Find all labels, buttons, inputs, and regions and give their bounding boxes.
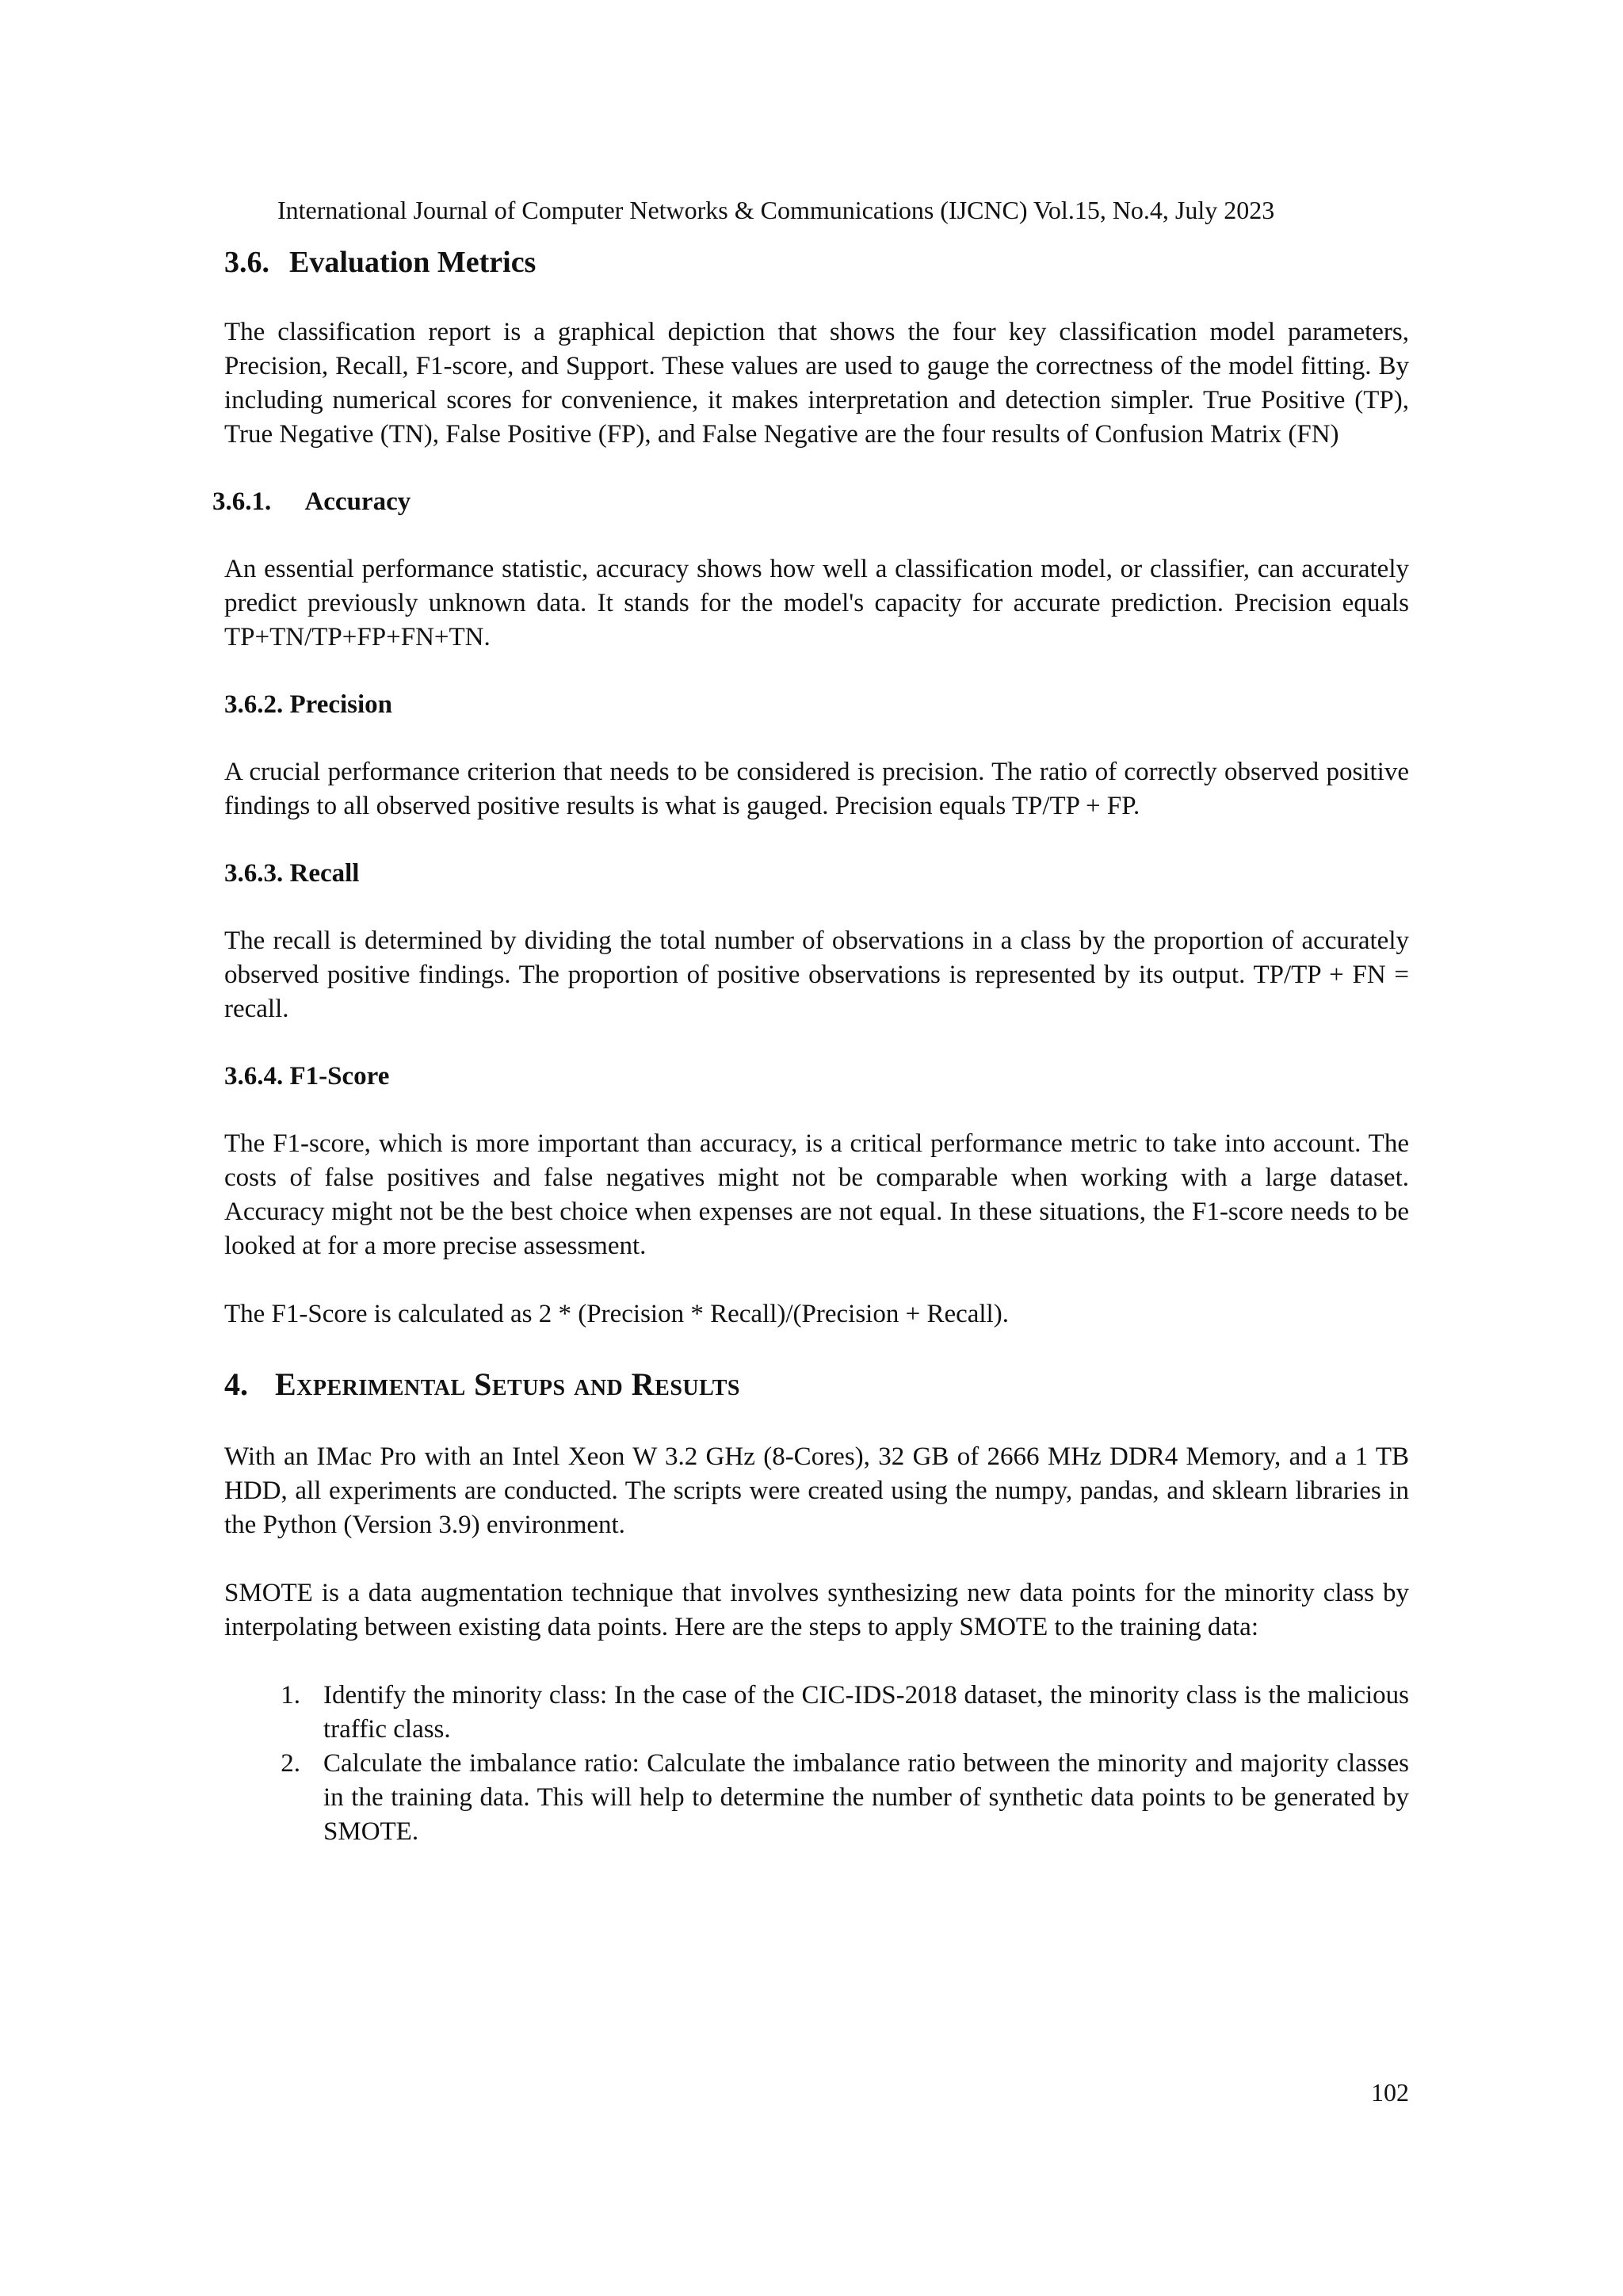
section-heading-3-6 bbox=[224, 244, 1409, 281]
paragraph-recall: The recall is determined by dividing the total number of observations in a class by the proportion of accurately observed positive findings. The proportion of positive observations is represented by its output. TP/TP + FN = recall. bbox=[224, 926, 1409, 1023]
section-number: 3.6. bbox=[224, 246, 269, 279]
subsection-heading-f1-score: 3.6.4. F1-Score bbox=[224, 1062, 390, 1091]
subsection-heading-recall: 3.6.3. Recall bbox=[224, 859, 360, 888]
section-heading-4 bbox=[224, 1366, 1409, 1404]
list-item-text: Calculate the imbalance ratio: Calculate the imbalance ratio between the minority and majority classes in the training data. This will help to determine the number of synthetic data points to be generated by SMOTE. bbox=[323, 1749, 1409, 1846]
paragraph-precision: A crucial performance criterion that needs to be considered is precision. The ratio of correctly observed positive findings to all observed positive results is what is gauged. Precision equals TP/TP + FP. bbox=[224, 758, 1409, 820]
paragraph-accuracy: An essential performance statistic, accuracy shows how well a classification model, or classifier, can accurately predict previously unknown data. It stands for the model's capacity for accurate prediction. Precision equals TP+TN/TP+FP+FN+TN. bbox=[224, 555, 1409, 651]
paragraph-f1-score: The F1-score, which is more important than accuracy, is a critical performance metric to take into account. The costs of false positives and false negatives might not be comparable when working with a large dataset. Accuracy might not be the best choice when expenses are not equal. In these situations, the F1-score needs to be looked at for a more precise assessment. bbox=[224, 1129, 1409, 1260]
section-number: 4. bbox=[224, 1366, 248, 1402]
subsection-title: Accuracy bbox=[304, 487, 411, 516]
subsection-number: 3.6.1. bbox=[212, 487, 272, 516]
section-title: Evaluation Metrics bbox=[289, 246, 537, 279]
smote-steps-list bbox=[224, 1679, 1409, 1849]
section-title: Experimental Setups and Results bbox=[275, 1366, 740, 1402]
running-header: International Journal of Computer Networks & Communications (IJCNC) Vol.15, No.4, July 2023 bbox=[277, 196, 1275, 224]
paragraph-f1-formula: The F1-Score is calculated as 2 * (Precision * Recall)/(Precision + Recall). bbox=[224, 1300, 1009, 1328]
main-text-column bbox=[212, 244, 1409, 1849]
paragraph-smote-intro: SMOTE is a data augmentation technique that involves synthesizing new data points for the minority class by interpolating between existing data points. Here are the steps to apply SMOTE to the training data: bbox=[224, 1579, 1409, 1641]
page-number: 102 bbox=[1371, 2078, 1409, 2107]
list-marker: 2. bbox=[281, 1749, 300, 1778]
list-item-text: Identify the minority class: In the case of the CIC-IDS-2018 dataset, the minority class is the malicious traffic class. bbox=[323, 1681, 1409, 1744]
list-marker: 1. bbox=[281, 1681, 300, 1710]
list-item bbox=[224, 1679, 1409, 1747]
paragraph-experimental-setup: With an IMac Pro with an Intel Xeon W 3.2 GHz (8-Cores), 32 GB of 2666 MHz DDR4 Memory, and a 1 TB HDD, all experiments are conducted. The scripts were created using the numpy, pandas, and sklearn libraries in the Python (Version 3.9) environment. bbox=[224, 1442, 1409, 1539]
subsection-heading-accuracy bbox=[212, 486, 1409, 518]
list-item bbox=[224, 1747, 1409, 1849]
subsection-heading-precision: 3.6.2. Precision bbox=[224, 690, 393, 719]
paragraph-evaluation-metrics: The classification report is a graphical depiction that shows the four key classification model parameters, Precision, Recall, F1-score, and Support. These values are used to gauge the correctness of the model fitting. By including numerical scores for convenience, it makes interpretation and detection simpler. True Positive (TP), True Negative (TN), False Positive (FP), and False Negative are the four results of Confusion Matrix (FN) bbox=[224, 318, 1409, 449]
